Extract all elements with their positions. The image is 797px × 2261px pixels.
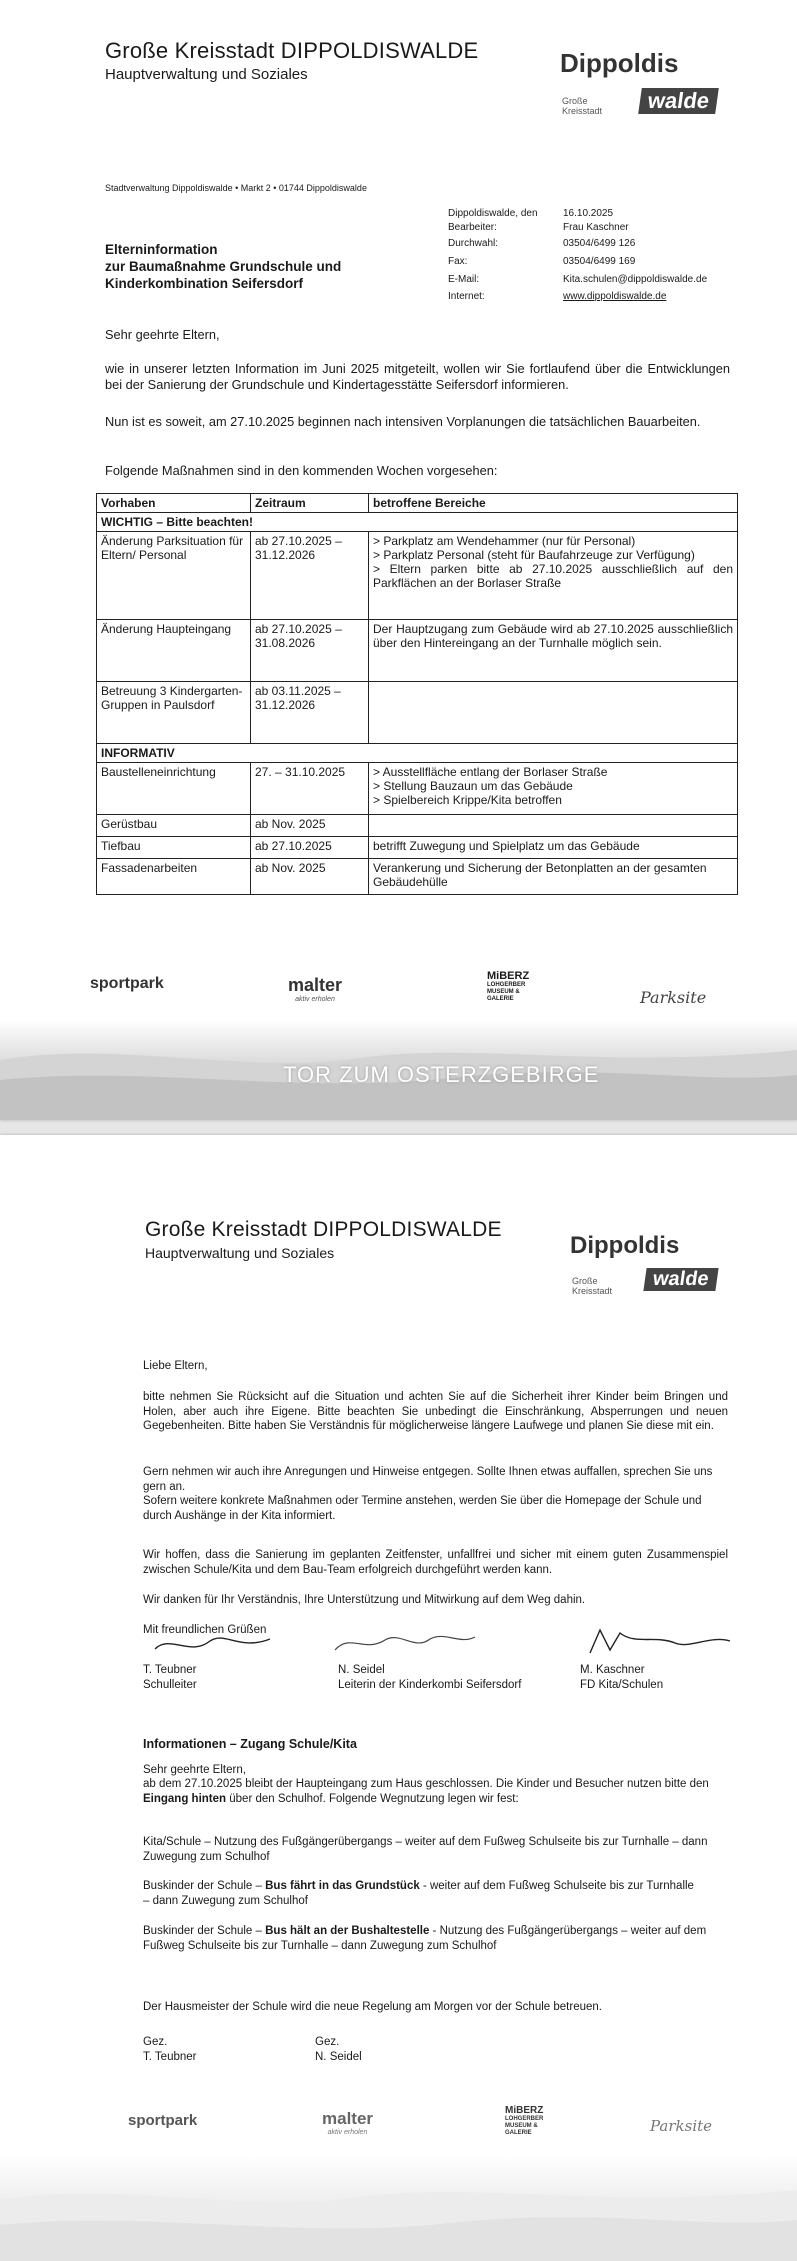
table-section-row: INFORMATIV [97, 744, 738, 763]
logo-small-text: Große Kreisstadt [562, 96, 603, 116]
paragraph-3: Folgende Maßnahmen sind in den kommenden Wochen vorgesehen: [105, 463, 498, 478]
letter-page-2 [0, 1135, 797, 2261]
info-paragraph-5: Der Hausmeister der Schule wird die neue Regelung am Morgen vor der Schule betreuen. [143, 2001, 602, 2013]
header-title: Große Kreisstadt DIPPOLDISWALDE [145, 1218, 502, 1241]
table-row: Gerüstbau ab Nov. 2025 [97, 815, 738, 837]
hills-graphic [0, 2155, 797, 2261]
info-title: Informationen – Zugang Schule/Kita [143, 1737, 357, 1751]
paragraph-1: bitte nehmen Sie Rücksicht auf die Situation und achten Sie auf die Sicherheit ihrer Kinder beim Bringen und Holen, aber auch ihre Eigene. Bitte beachten Sie unbedingt die Einschränkung, Absperrungen und neuen Gegebenheiten. Bitte haben Sie Verständnis für möglicherweise längere Laufwege und planen Sie diese mit ein. [143, 1391, 728, 1432]
header-subtitle: Hauptverwaltung und Soziales [105, 66, 308, 83]
landscape-banner [0, 1020, 797, 1120]
table-row: Tiefbau ab 27.10.2025 betrifft Zuwegung und Spielplatz um das Gebäude [97, 837, 738, 859]
banner-slogan: TOR ZUM OSTERZGEBIRGE [283, 1062, 600, 1087]
paragraph-4: Wir hoffen, dass die Sanierung im geplanten Zeitfenster, unfallfrei und sicher mit einem guten Zusammenspiel zwischen Schule/Kita und dem Bau-Team erfolgreich durchgeführt werden kann. [143, 1549, 728, 1576]
paragraph-2: Nun ist es soweit, am 27.10.2025 beginnen nach intensiven Vorplanungen die tatsächlichen Bauarbeiten. [105, 414, 701, 429]
logo-walde-text: walde [643, 1268, 718, 1291]
logo-text-top: Dippoldis [570, 1232, 680, 1259]
city-logo [570, 1232, 770, 1312]
subject-block: Elterninformation zur Baumaßnahme Grundschule und Kinderkombination Seifersdorf [105, 242, 342, 291]
info-paragraph-2: Kita/Schule – Nutzung des Fußgängerübergangs – weiter auf dem Fußweg Schulseite bis zur Turnhalle – dann Zuwegung zum Schulhof [143, 1836, 708, 1863]
column-header: Zeitraum [251, 494, 369, 513]
closing: Mit freundlichen Grüßen [143, 1624, 267, 1636]
info-paragraph-3: Buskinder der Schule – Bus fährt in das Grundstück - weiter auf dem Fußweg Schulseite bis zur Turnhalle – dann Zuwegung zum Schulhof [143, 1880, 694, 1907]
measures-table [96, 493, 738, 895]
header-title: Große Kreisstadt DIPPOLDISWALDE [105, 38, 479, 63]
paragraph-5: Wir danken für Ihr Verständnis, Ihre Unterstützung und Mitwirkung auf dem Weg dahin. [143, 1594, 586, 1606]
sportpark-logo: sportpark [128, 2112, 198, 2129]
contact-row: E-Mail: Kita.schulen@dippoldiswalde.de [448, 274, 707, 291]
gez-2: Gez. N. Seidel [315, 2036, 362, 2063]
column-header: Vorhaben [97, 494, 251, 513]
logo-small-text: Große Kreisstadt [572, 1276, 613, 1296]
greeting: Sehr geehrte Eltern, [105, 327, 220, 342]
signature-stroke [330, 1625, 480, 1657]
info-greeting: Sehr geehrte Eltern, [143, 1764, 246, 1776]
signature-teubner [150, 1629, 290, 1665]
signature-stroke [150, 1629, 290, 1659]
parksite-logo: Parksite [640, 988, 707, 1007]
logo-text-top: Dippoldis [560, 48, 679, 78]
table-row: Baustelleneinrichtung 27. – 31.10.2025 > Ausstellfläche entlang der Borlaser Straße > Stellung Bauzaun um das Gebäude > Spielbereich Krippe/Kita betroffen [97, 763, 738, 815]
city-logo [560, 48, 760, 138]
gez-1: Gez. T. Teubner [143, 2036, 197, 2063]
malter-logo: malter aktiv erholen [322, 2109, 374, 2136]
paragraph-3: Sofern weitere konkrete Maßnahmen oder Termine anstehen, werden Sie über die Homepage der Schule und durch Aushänge in der Kita informiert. [143, 1495, 702, 1522]
paragraph-1: wie in unserer letzten Information im Juni 2025 mitgeteilt, wollen wir Sie fortlaufend über die Entwicklungen bei der Sanierung der Grundschule und Kindertagesstätte Seifersdorf informieren. [105, 361, 730, 392]
table-header-row [97, 494, 738, 513]
sportpark-logo: sportpark [90, 975, 164, 992]
signer-1: T. Teubner Schulleiter [143, 1664, 197, 1691]
malter-logo: malter aktiv erholen [288, 975, 343, 1003]
logo-walde-text: walde [638, 88, 719, 114]
contact-row: Durchwahl: 03504/6499 126 [448, 238, 636, 249]
header-subtitle: Hauptverwaltung und Soziales [145, 1245, 335, 1261]
landscape-banner [0, 2155, 797, 2261]
column-header: betroffene Bereiche [369, 494, 738, 513]
signer-2: N. Seidel Leiterin der Kinderkombi Seifersdorf [338, 1664, 522, 1691]
contact-row: Dippoldiswalde, den 16.10.2025 [448, 208, 614, 219]
contact-row: Bearbeiter: Frau Kaschner [448, 222, 629, 233]
signer-3: M. Kaschner FD Kita/Schulen [580, 1664, 664, 1691]
contact-row: Internet: www.dippoldiswalde.de [448, 291, 667, 302]
letter-page-1 [0, 0, 797, 1120]
contact-block [448, 208, 707, 305]
paragraph-2: Gern nehmen wir auch ihre Anregungen und Hinweise entgegen. Sollte Ihnen etwas auffallen, sprechen Sie uns gern an. [143, 1466, 713, 1493]
info-paragraph-1: ab dem 27.10.2025 bleibt der Haupteingang zum Haus geschlossen. Die Kinder und Besucher nutzen bitte den Eingang hinten über den Schulhof. Folgende Wegnutzung legen wir fest: [143, 1778, 709, 1805]
table-row: Änderung Parksituation für Eltern/ Personal ab 27.10.2025 – 31.12.2026 > Parkplatz am Wendehammer (nur für Personal) > Parkplatz Personal (steht für Baufahrzeuge zur Verfügung) > Eltern parken bitte ab 27.10.2025 ausschließlich auf den Parkflächen an der Borlaser Straße [97, 532, 738, 620]
table-section-row: WICHTIG – Bitte beachten! [97, 513, 738, 532]
miberz-logo: MiBERZ LOHGERBER MUSEUM & GALERIE [487, 970, 530, 1002]
greeting: Liebe Eltern, [143, 1360, 208, 1372]
signature-stroke [585, 1625, 735, 1657]
miberz-logo: MiBERZ LOHGERBER MUSEUM & GALERIE [505, 2105, 544, 2136]
table-row: Fassadenarbeiten ab Nov. 2025 Verankerung und Sicherung der Betonplatten an der gesamten Gebäudehülle [97, 859, 738, 895]
info-paragraph-4: Buskinder der Schule – Bus hält an der Bushaltestelle - Nutzung des Fußgängerübergangs – weiter auf dem Fußweg Schulseite bis zur Turnhalle – dann Zuwegung zum Schulhof [143, 1925, 707, 1952]
sender-line: Stadtverwaltung Dippoldiswalde • Markt 2 • 01744 Dippoldiswalde [105, 183, 367, 193]
website-link[interactable]: www.dippoldiswalde.de [563, 291, 667, 302]
table-row: Änderung Haupteingang ab 27.10.2025 – 31.08.2026 Der Hauptzugang zum Gebäude wird ab 27.10.2025 ausschließlich über den Hintereingang an der Turnhalle möglich sein. [97, 620, 738, 682]
signature-kaschner [585, 1625, 735, 1663]
signature-seidel [330, 1625, 480, 1663]
table-row: Betreuung 3 Kindergarten-Gruppen in Paulsdorf ab 03.11.2025 – 31.12.2026 [97, 682, 738, 744]
email-value: Kita.schulen@dippoldiswalde.de [563, 274, 708, 285]
parksite-logo: Parksite [650, 2117, 713, 2135]
contact-row: Fax: 03504/6499 169 [448, 256, 636, 267]
